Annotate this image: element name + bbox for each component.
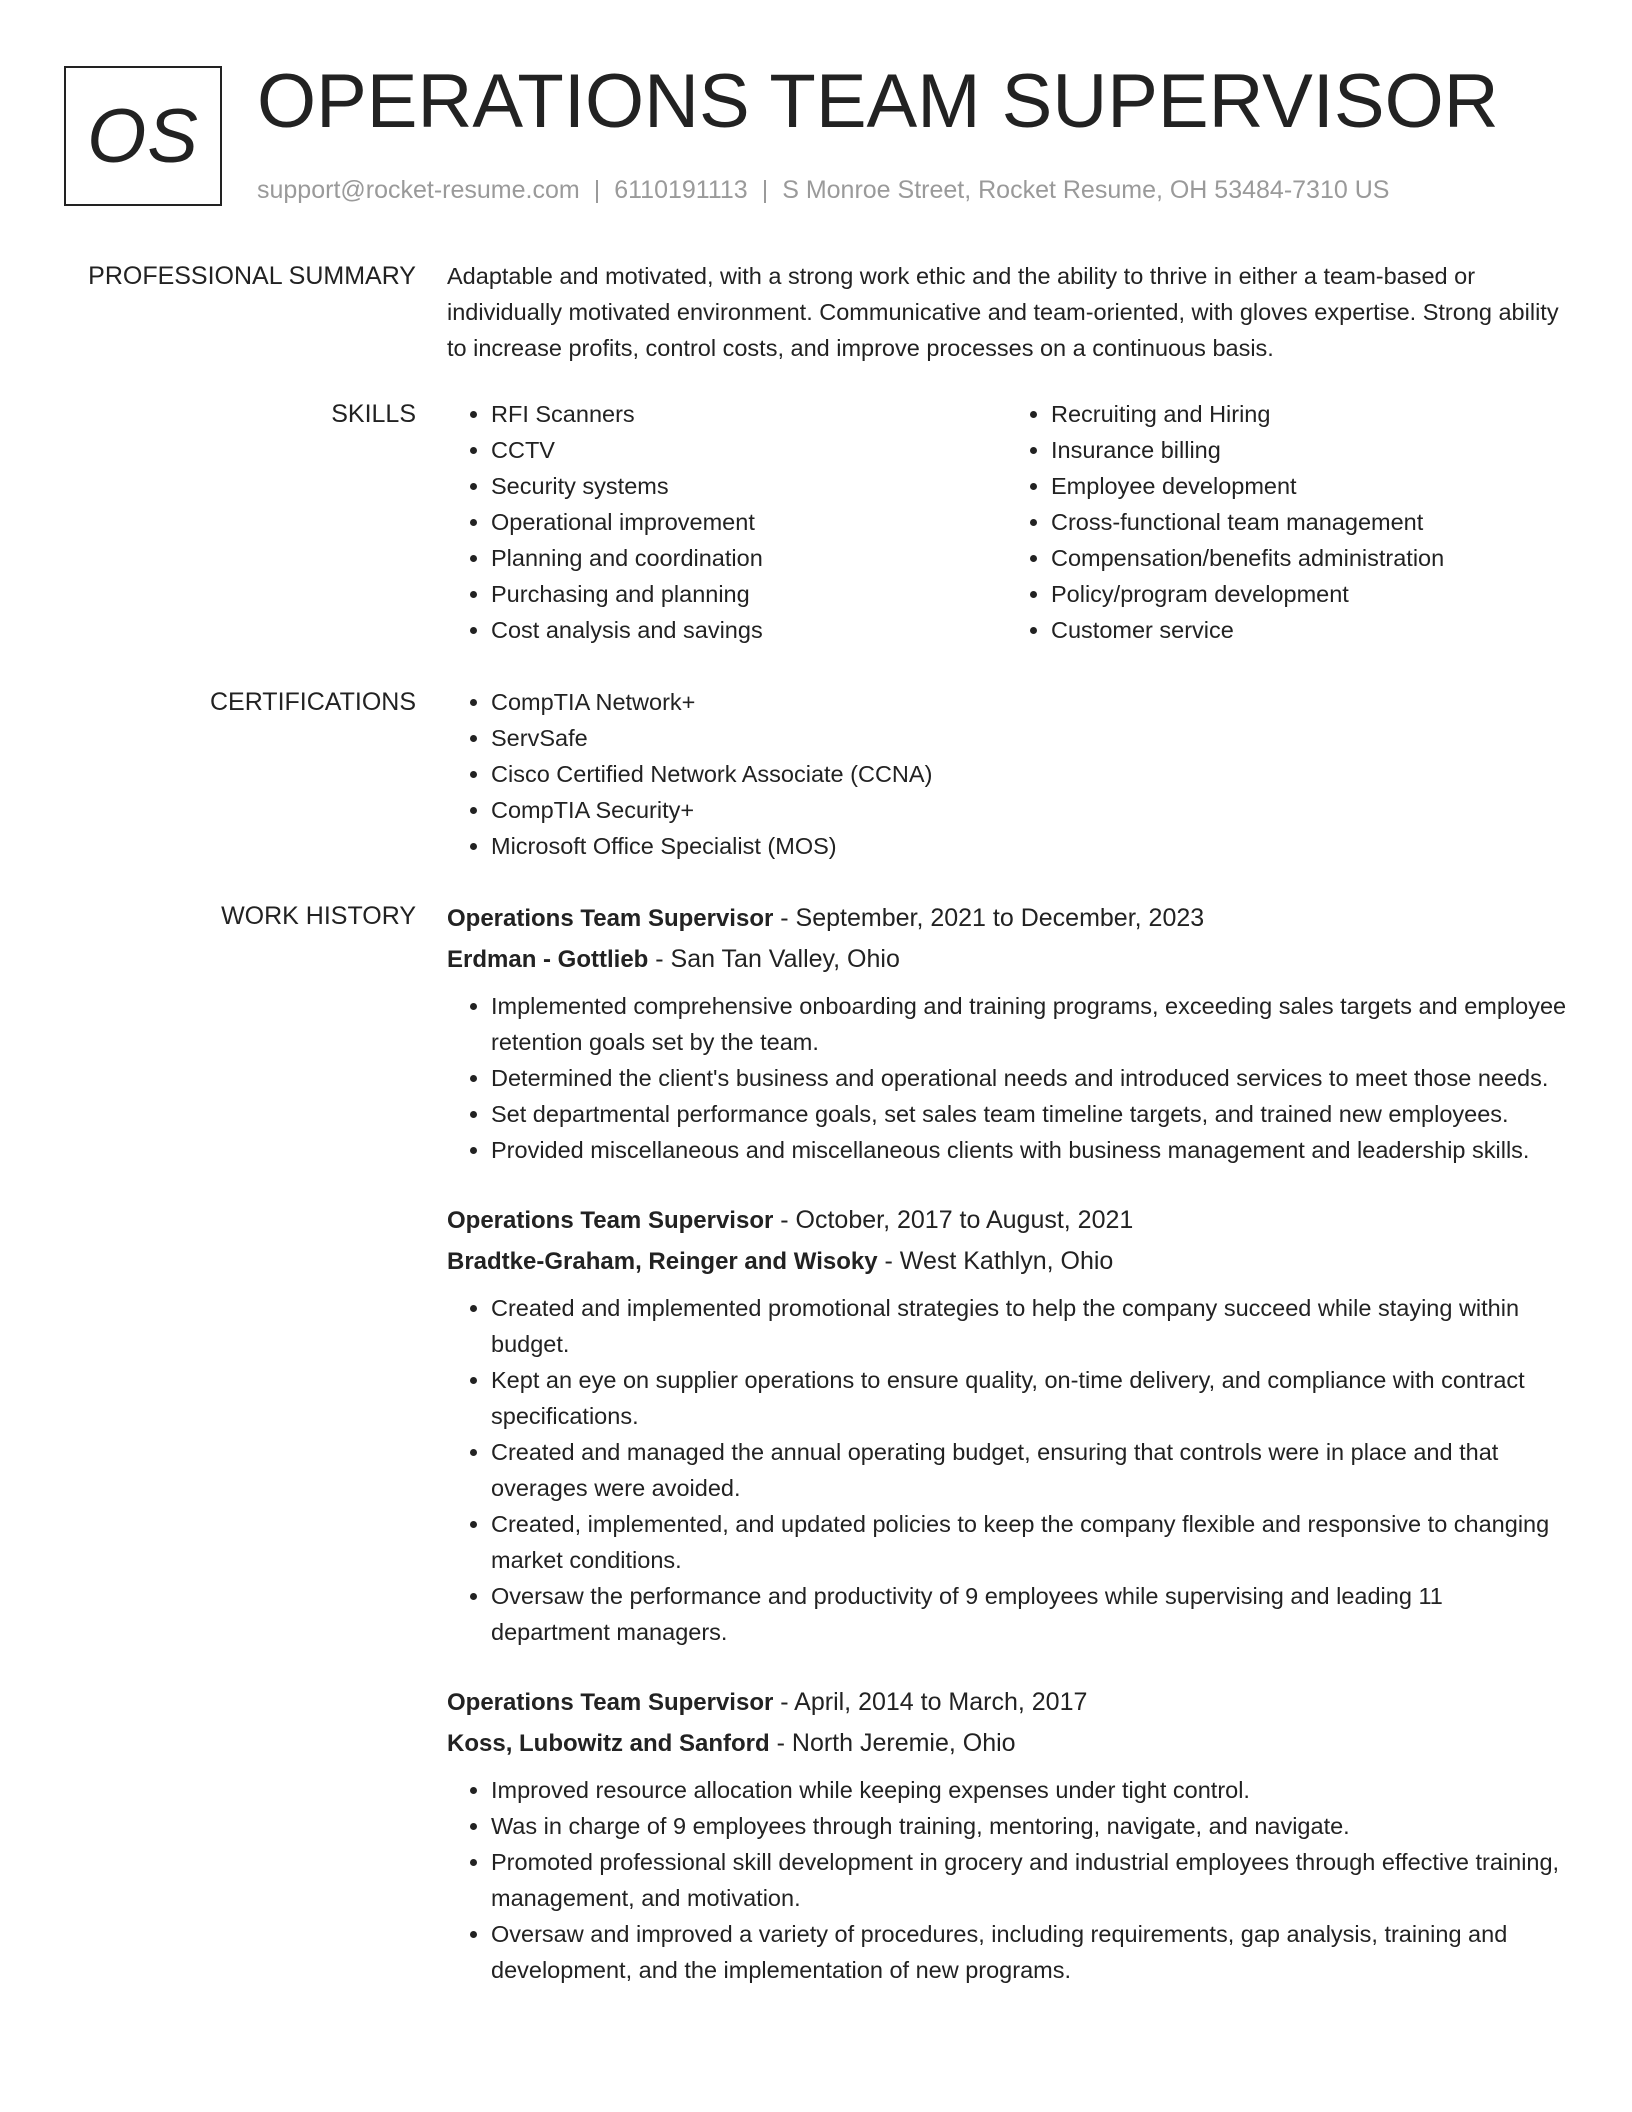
job-bullets — [447, 1772, 1567, 1988]
job-bullet: • Created, implemented, and updated policies to keep the company flexible and responsive to changing market conditions. — [491, 1506, 1567, 1578]
list-item: • Employee development — [1051, 468, 1567, 504]
certifications-list — [447, 684, 1567, 864]
list-item: • Operational improvement — [491, 504, 1007, 540]
job-company-line — [447, 939, 1567, 980]
list-item: • Cross-functional team management — [1051, 504, 1567, 540]
job-bullet: • Determined the client's business and operational needs and introduced services to meet those needs. — [491, 1060, 1567, 1096]
job-company-line — [447, 1241, 1567, 1282]
list-item: • Purchasing and planning — [491, 576, 1007, 612]
list-item: • ServSafe — [491, 720, 1567, 756]
contact-address: S Monroe Street, Rocket Resume, OH 53484-7310 US — [782, 176, 1390, 204]
summary-label: PROFESSIONAL SUMMARY — [88, 262, 416, 290]
job-bullet: • Promoted professional skill development in grocery and industrial employees through effective training, management, and motivation. — [491, 1844, 1567, 1916]
list-item: • Microsoft Office Specialist (MOS) — [491, 828, 1567, 864]
list-item: • RFI Scanners — [491, 396, 1007, 432]
monogram-initials: OS — [87, 93, 199, 179]
job-location: - West Kathlyn, Ohio — [877, 1247, 1114, 1275]
job-bullets — [447, 988, 1567, 1168]
job-title-line — [447, 1682, 1567, 1723]
work-history-content — [447, 898, 1567, 2020]
job-dates: - September, 2021 to December, 2023 — [773, 904, 1205, 932]
list-item: • Policy/program development — [1051, 576, 1567, 612]
contact-phone: 6110191113 — [614, 176, 748, 204]
resume-title: OPERATIONS TEAM SUPERVISOR — [257, 59, 1499, 144]
contact-line — [257, 174, 1389, 206]
job-title: Operations Team Supervisor — [447, 905, 774, 932]
list-item: • Planning and coordination — [491, 540, 1007, 576]
skills-list-right — [1007, 396, 1567, 648]
job-dates: - October, 2017 to August, 2021 — [773, 1206, 1134, 1234]
skills-list-left — [447, 396, 1007, 648]
job-title: Operations Team Supervisor — [447, 1689, 774, 1716]
job-bullet: • Oversaw and improved a variety of procedures, including requirements, gap analysis, training and development, and the implementation of new programs. — [491, 1916, 1567, 1988]
job-title-line — [447, 898, 1567, 939]
job-bullets — [447, 1290, 1567, 1650]
contact-separator: | — [761, 176, 769, 204]
job-bullet: • Was in charge of 9 employees through training, mentoring, navigate, and navigate. — [491, 1808, 1567, 1844]
job-bullet: • Implemented comprehensive onboarding and training programs, exceeding sales targets and employee retention goals set by the team. — [491, 988, 1567, 1060]
job-title-line — [447, 1200, 1567, 1241]
job-bullet: • Kept an eye on supplier operations to ensure quality, on-time delivery, and compliance with contract specifications. — [491, 1362, 1567, 1434]
job-bullet: • Provided miscellaneous and miscellaneous clients with business management and leadership skills. — [491, 1132, 1567, 1168]
job-company: Bradtke-Graham, Reinger and Wisoky — [447, 1248, 878, 1275]
summary-text: Adaptable and motivated, with a strong work ethic and the ability to thrive in either a team-based or individually motivated environment. Communicative and team-oriented, with gloves expertise. Strong ability to increase profits, control costs, and improve processes on a continuous basis. — [447, 263, 1559, 361]
skills-content — [447, 396, 1567, 648]
job-entry — [447, 1200, 1567, 1650]
job-title: Operations Team Supervisor — [447, 1207, 774, 1234]
contact-separator: | — [593, 176, 601, 204]
list-item: • Compensation/benefits administration — [1051, 540, 1567, 576]
summary-content — [447, 258, 1567, 366]
work-history-label: WORK HISTORY — [221, 902, 416, 930]
contact-email: support@rocket-resume.com — [257, 176, 580, 204]
skills-label: SKILLS — [331, 400, 416, 428]
job-bullet: • Created and implemented promotional strategies to help the company succeed while staying within budget. — [491, 1290, 1567, 1362]
job-location: - San Tan Valley, Ohio — [648, 945, 900, 973]
list-item: • CCTV — [491, 432, 1007, 468]
job-company: Koss, Lubowitz and Sanford — [447, 1730, 770, 1757]
list-item: • Cisco Certified Network Associate (CCNA) — [491, 756, 1567, 792]
list-item: • CompTIA Network+ — [491, 684, 1567, 720]
certifications-content — [447, 684, 1567, 864]
list-item: • Security systems — [491, 468, 1007, 504]
job-bullet: • Oversaw the performance and productivity of 9 employees while supervising and leading 11 department managers. — [491, 1578, 1567, 1650]
monogram-box — [64, 66, 222, 206]
list-item: • Insurance billing — [1051, 432, 1567, 468]
job-bullet: • Improved resource allocation while keeping expenses under tight control. — [491, 1772, 1567, 1808]
job-entry — [447, 1682, 1567, 1988]
job-location: - North Jeremie, Ohio — [769, 1729, 1016, 1757]
job-company: Erdman - Gottlieb — [447, 946, 649, 973]
list-item: • Recruiting and Hiring — [1051, 396, 1567, 432]
job-dates: - April, 2014 to March, 2017 — [773, 1688, 1088, 1716]
list-item: • Cost analysis and savings — [491, 612, 1007, 648]
list-item: • Customer service — [1051, 612, 1567, 648]
list-item: • CompTIA Security+ — [491, 792, 1567, 828]
certifications-label: CERTIFICATIONS — [209, 688, 416, 716]
job-company-line — [447, 1723, 1567, 1764]
job-bullet: • Created and managed the annual operating budget, ensuring that controls were in place and that overages were avoided. — [491, 1434, 1567, 1506]
job-entry — [447, 898, 1567, 1168]
job-bullet: • Set departmental performance goals, set sales team timeline targets, and trained new employees. — [491, 1096, 1567, 1132]
